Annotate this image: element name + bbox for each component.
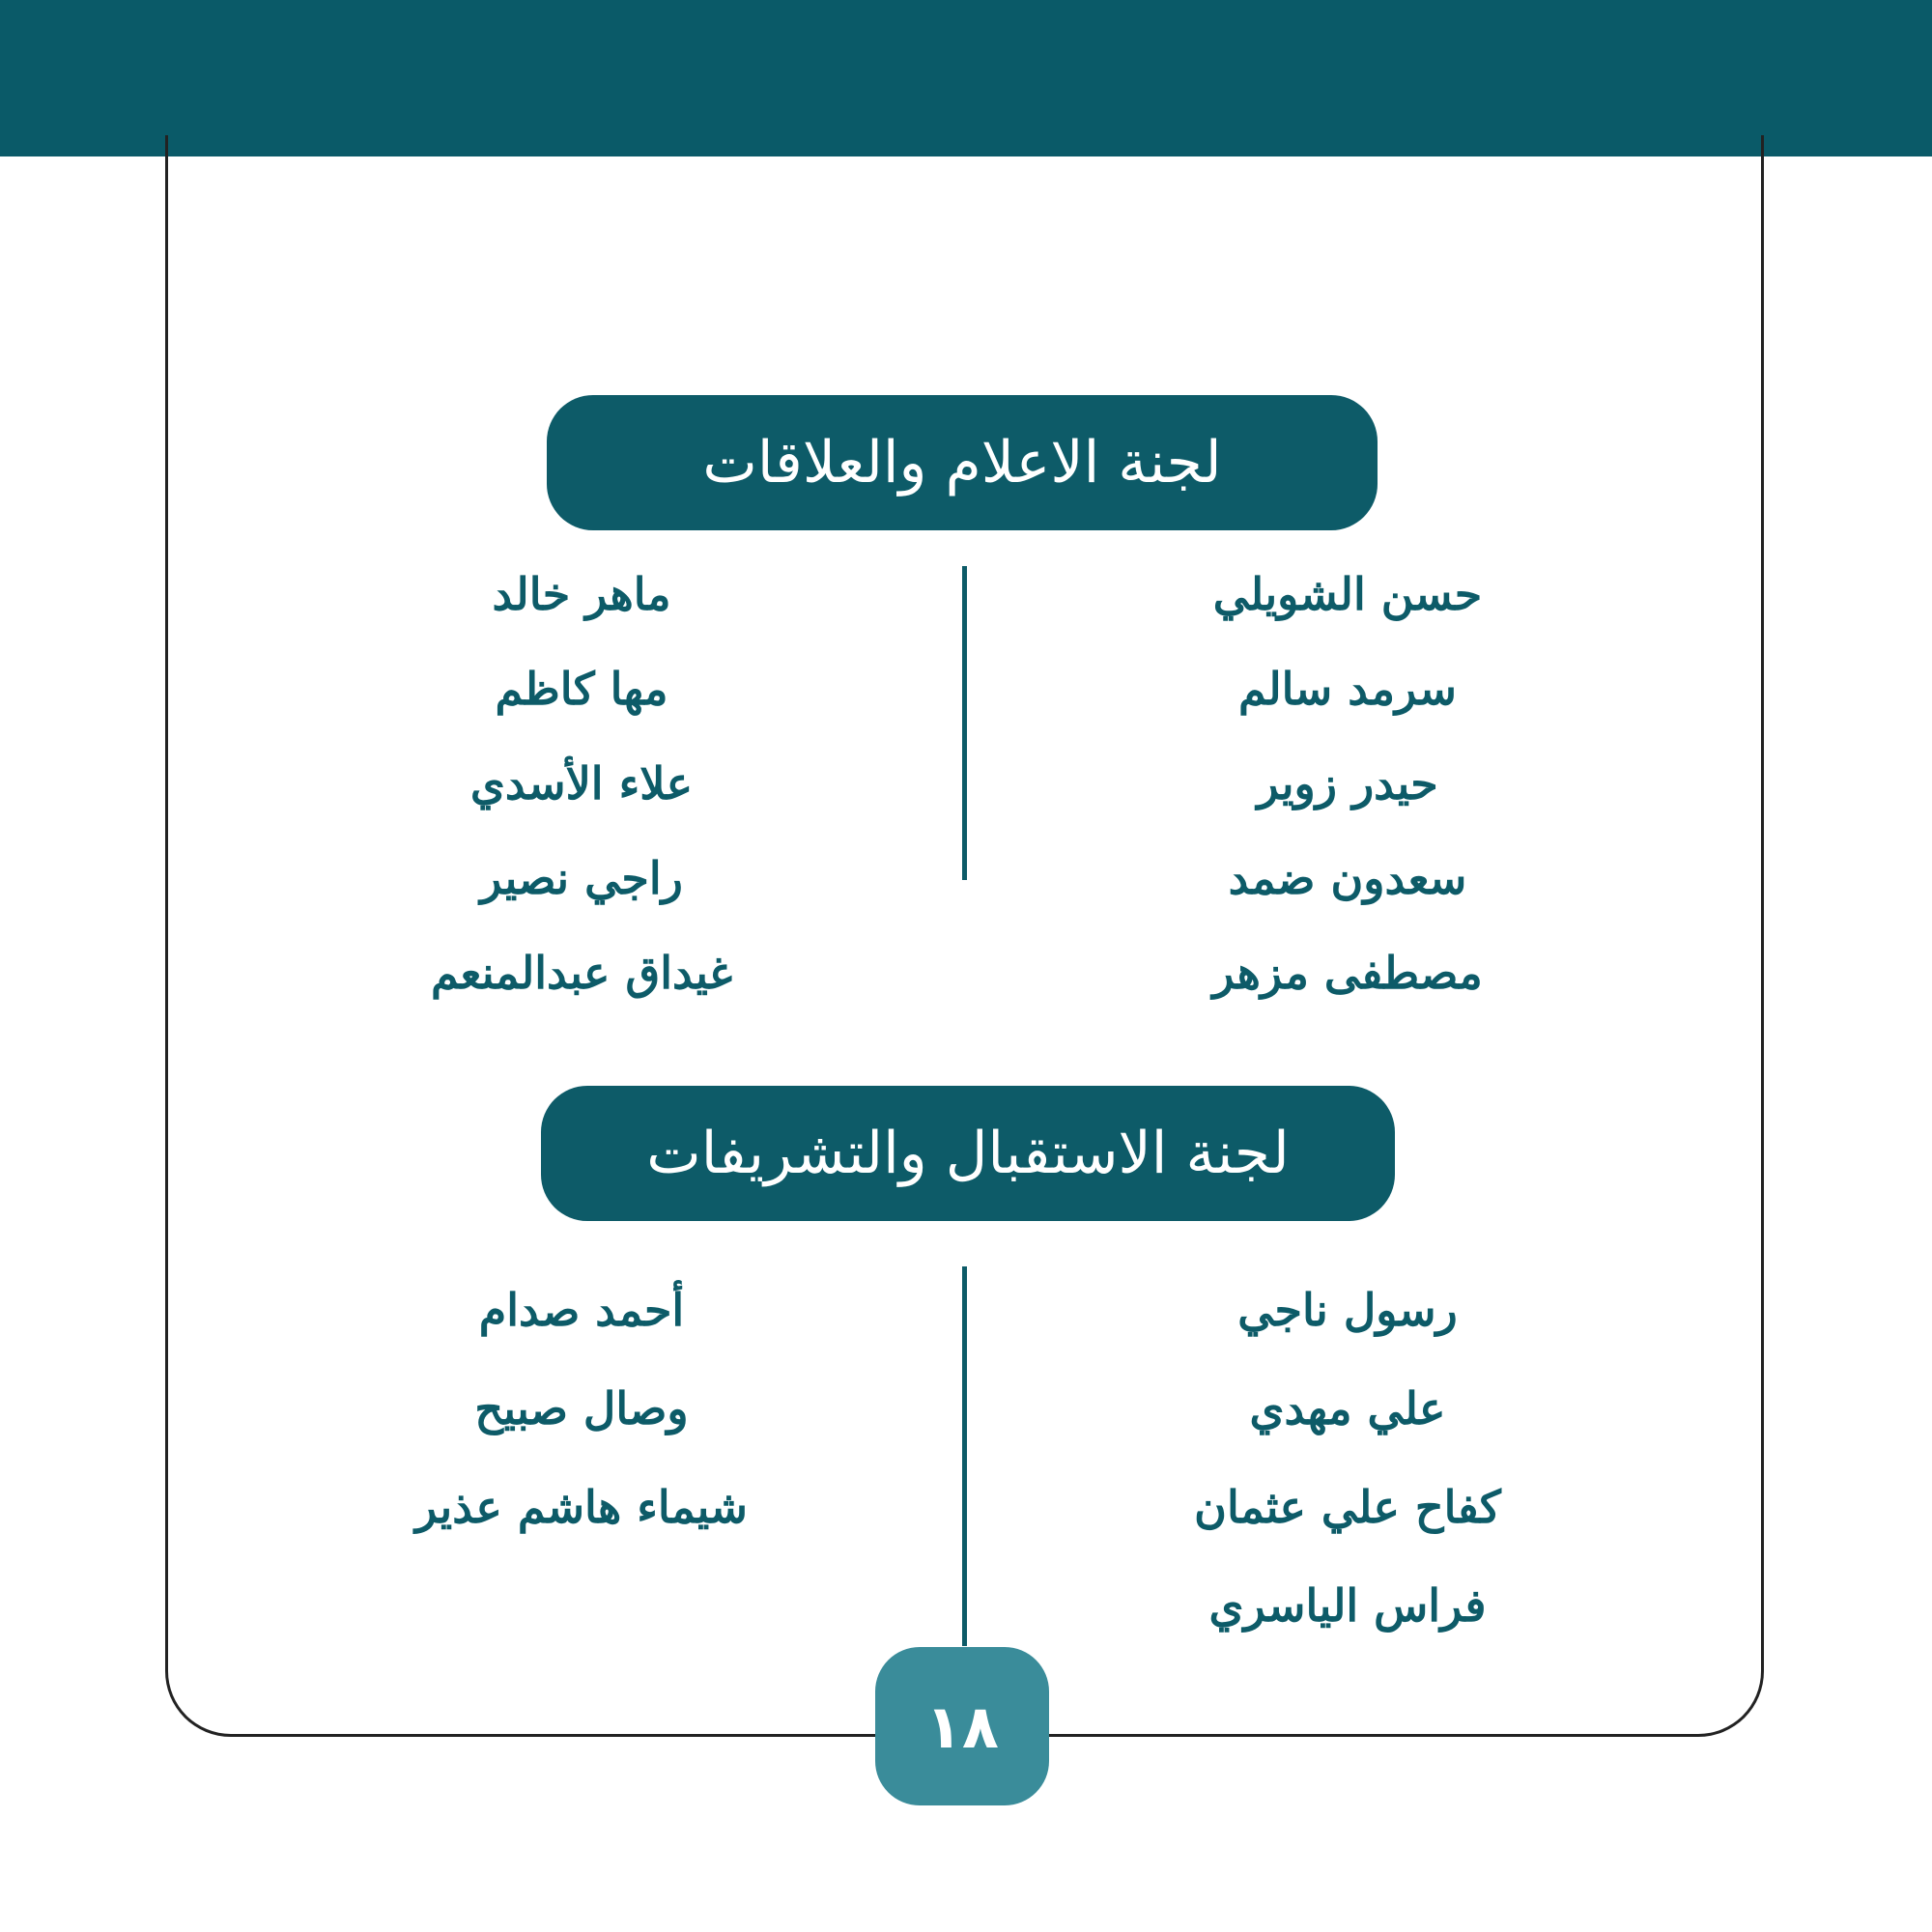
member-name: سرمد سالم bbox=[1238, 663, 1457, 715]
committee-title-text: لجنة الاستقبال والتشريفات bbox=[646, 1120, 1290, 1187]
column-divider bbox=[962, 566, 967, 880]
header-band bbox=[0, 0, 1932, 156]
member-name: وصال صبيح bbox=[474, 1382, 689, 1435]
committee-1-left-column bbox=[388, 547, 775, 1020]
committee-title-media-relations bbox=[547, 395, 1378, 530]
committee-2-left-column bbox=[388, 1261, 775, 1556]
member-name: شيماء هاشم عذير bbox=[415, 1481, 748, 1533]
page-number-badge bbox=[875, 1647, 1049, 1805]
page-number: ١٨ bbox=[925, 1690, 999, 1762]
member-name: علي مهدي bbox=[1249, 1382, 1446, 1435]
committee-1-right-column bbox=[1154, 547, 1541, 1020]
member-name: كفاح علي عثمان bbox=[1194, 1481, 1501, 1533]
column-divider bbox=[962, 1266, 967, 1646]
member-name: حسن الشويلي bbox=[1212, 568, 1483, 620]
member-name: حيدر زوير bbox=[1257, 757, 1438, 810]
committee-title-reception-protocol bbox=[541, 1086, 1395, 1221]
member-name: غيداق عبدالمنعم bbox=[430, 947, 733, 999]
member-name: ماهر خالد bbox=[492, 568, 671, 620]
member-name: فراس الياسري bbox=[1208, 1579, 1487, 1632]
member-name: علاء الأسدي bbox=[469, 757, 694, 810]
member-name: أحمد صدام bbox=[478, 1284, 685, 1336]
member-name: مصطفى مزهر bbox=[1212, 947, 1483, 999]
member-name: مها كاظم bbox=[495, 663, 668, 715]
member-name: راجي نصير bbox=[480, 852, 683, 904]
committee-title-text: لجنة الاعلام والعلاقات bbox=[702, 429, 1222, 497]
member-name: سعدون ضمد bbox=[1228, 852, 1467, 904]
committee-2-right-column bbox=[1154, 1261, 1541, 1655]
member-name: رسول ناجي bbox=[1237, 1284, 1458, 1336]
